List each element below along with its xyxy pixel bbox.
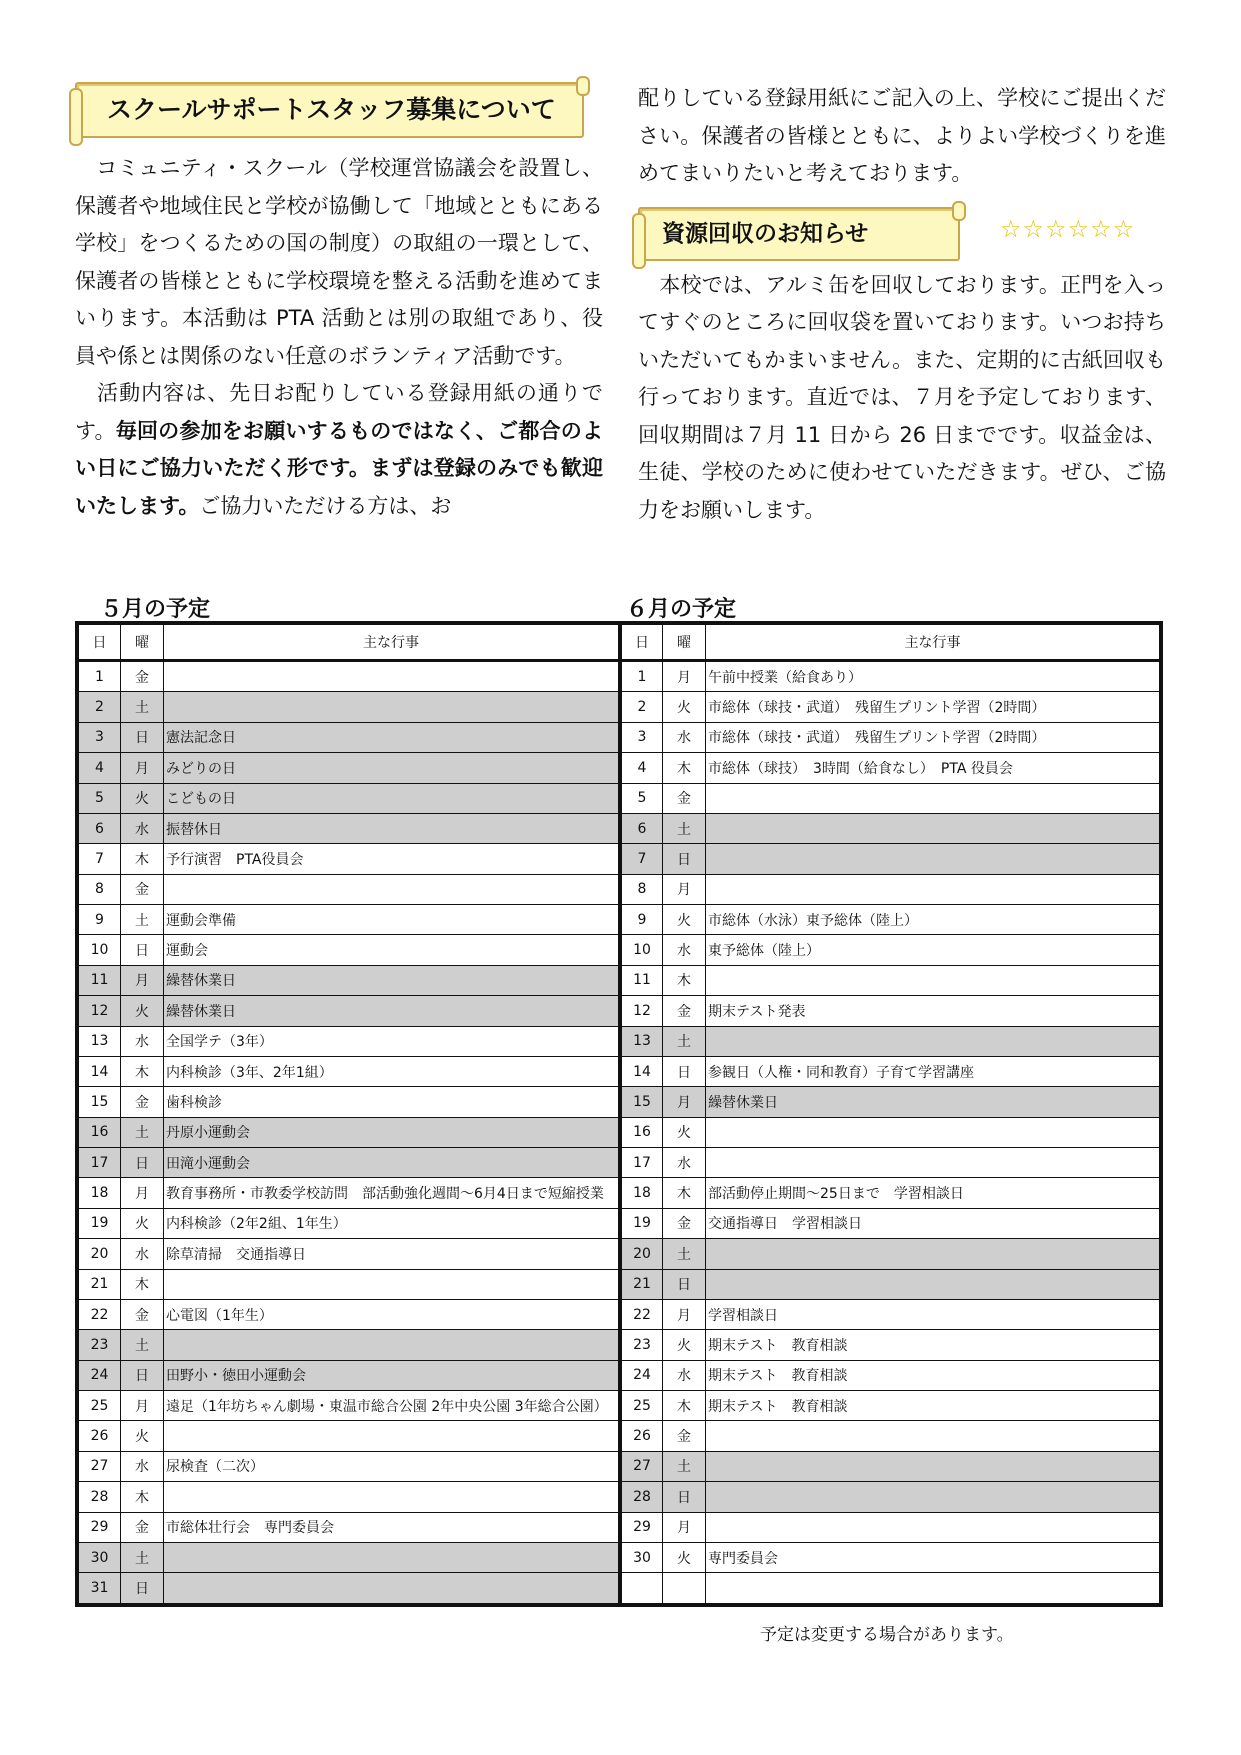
event-cell: 市総体（球技） 3時間（給食なし） PTA 役員会 <box>706 753 1160 783</box>
table-row <box>79 1330 619 1360</box>
stars-decoration: ☆☆☆☆☆☆ <box>1000 214 1136 243</box>
recycling-body: 本校では、アルミ缶を回収しております。正門を入ってすぐのところに回収袋を置いております。いつお持ちいただいてもかまいません。また、定期的に古紙回収も行っております。直近では、７月を予定しております、回収期間は７月 11 日から 26 日までです。収益金は、生徒、学校のために使わせていただきます。ぜひ、ご協力をお願いします。 <box>638 272 1166 522</box>
weekday-cell: 月 <box>663 874 706 904</box>
table-row <box>621 753 1160 783</box>
weekday-cell: 日 <box>663 844 706 874</box>
event-cell <box>164 692 619 722</box>
event-cell: 運動会準備 <box>164 905 619 935</box>
table-row <box>621 1269 1160 1299</box>
day-cell: 10 <box>79 935 121 965</box>
table-row <box>79 692 619 722</box>
weekday-cell: 金 <box>663 1208 706 1238</box>
weekday-header: 曜 <box>121 625 164 661</box>
table-row <box>621 965 1160 995</box>
weekday-cell: 水 <box>663 935 706 965</box>
weekday-cell: 日 <box>121 935 164 965</box>
table-row <box>621 661 1160 692</box>
day-cell: 30 <box>621 1542 663 1572</box>
day-cell: 30 <box>79 1542 121 1572</box>
table-row <box>79 1178 619 1208</box>
day-cell: 3 <box>79 722 121 752</box>
table-row <box>621 813 1160 843</box>
table-row <box>621 1056 1160 1086</box>
weekday-cell: 月 <box>663 1512 706 1542</box>
weekday-cell: 水 <box>121 1026 164 1056</box>
day-cell: 25 <box>621 1391 663 1421</box>
schedule-note: 予定は変更する場合があります。 <box>760 1625 1014 1645</box>
support-staff-paragraph <box>75 150 603 375</box>
day-cell: 29 <box>79 1512 121 1542</box>
table-row <box>621 783 1160 813</box>
day-cell: 16 <box>79 1117 121 1147</box>
event-cell: 全国学テ（3年） <box>164 1026 619 1056</box>
day-cell: 12 <box>79 996 121 1026</box>
event-cell: 遠足（1年坊ちゃん劇場・東温市総合公園 2年中央公園 3年総合公園） <box>164 1391 619 1421</box>
table-row <box>79 1542 619 1572</box>
table-row <box>79 996 619 1026</box>
weekday-cell: 土 <box>121 1117 164 1147</box>
table-row <box>79 1482 619 1512</box>
weekday-cell: 火 <box>663 1117 706 1147</box>
event-cell: 東予総体（陸上） <box>706 935 1160 965</box>
weekday-cell: 火 <box>663 692 706 722</box>
event-cell <box>706 783 1160 813</box>
day-cell: 24 <box>79 1360 121 1390</box>
june-schedule-table <box>619 624 1160 1604</box>
table-row <box>79 1573 619 1604</box>
weekday-cell: 水 <box>663 722 706 752</box>
weekday-cell: 火 <box>121 996 164 1026</box>
weekday-cell: 土 <box>121 905 164 935</box>
day-cell: 18 <box>621 1178 663 1208</box>
table-row <box>621 1026 1160 1056</box>
event-cell <box>706 874 1160 904</box>
table-row <box>79 1239 619 1269</box>
day-cell: 2 <box>621 692 663 722</box>
weekday-cell: 日 <box>663 1482 706 1512</box>
day-cell: 21 <box>621 1269 663 1299</box>
weekday-cell: 水 <box>121 1239 164 1269</box>
day-cell: 22 <box>79 1299 121 1329</box>
weekday-header: 曜 <box>663 625 706 661</box>
right-column <box>638 82 1166 529</box>
weekday-cell: 木 <box>663 1178 706 1208</box>
event-cell: 学習相談日 <box>706 1299 1160 1329</box>
weekday-cell: 日 <box>663 1056 706 1086</box>
weekday-cell: 月 <box>663 1299 706 1329</box>
event-cell: 繰替休業日 <box>706 1087 1160 1117</box>
table-row <box>79 965 619 995</box>
weekday-cell: 土 <box>663 1026 706 1056</box>
event-cell <box>164 1330 619 1360</box>
june-schedule-heading: ６月の予定 <box>626 597 737 622</box>
event-cell: 繰替休業日 <box>164 996 619 1026</box>
event-cell: 田滝小運動会 <box>164 1148 619 1178</box>
day-cell: 28 <box>621 1482 663 1512</box>
day-cell: 10 <box>621 935 663 965</box>
schedule-tables <box>75 621 1163 1607</box>
event-cell: 期末テスト 教育相談 <box>706 1360 1160 1390</box>
table-row <box>621 1148 1160 1178</box>
event-cell <box>706 1269 1160 1299</box>
weekday-cell: 火 <box>663 1542 706 1572</box>
support-staff-paragraph <box>75 375 603 525</box>
may-schedule-table <box>78 624 619 1604</box>
table-row <box>621 1542 1160 1572</box>
day-cell: 24 <box>621 1360 663 1390</box>
table-row <box>79 874 619 904</box>
event-cell <box>706 844 1160 874</box>
table-row <box>79 1026 619 1056</box>
body-text: 活動内容は、先日お配りしている登録用紙の通りです。 <box>75 381 603 443</box>
table-row <box>79 722 619 752</box>
table-row <box>79 1269 619 1299</box>
weekday-cell: 金 <box>121 1512 164 1542</box>
event-cell <box>164 661 619 692</box>
weekday-cell: 月 <box>121 1178 164 1208</box>
table-row <box>79 1391 619 1421</box>
weekday-cell: 火 <box>121 783 164 813</box>
table-row <box>79 813 619 843</box>
table-row <box>621 1087 1160 1117</box>
table-row <box>621 692 1160 722</box>
day-cell: 15 <box>79 1087 121 1117</box>
event-cell: 予行演習 PTA役員会 <box>164 844 619 874</box>
table-row <box>79 1087 619 1117</box>
weekday-cell: 月 <box>663 661 706 692</box>
day-cell: 29 <box>621 1512 663 1542</box>
table-row <box>621 722 1160 752</box>
weekday-cell: 日 <box>121 722 164 752</box>
day-cell: 9 <box>621 905 663 935</box>
event-cell: 市総体壮行会 専門委員会 <box>164 1512 619 1542</box>
day-cell: 14 <box>621 1056 663 1086</box>
table-row <box>621 996 1160 1026</box>
day-cell: 16 <box>621 1117 663 1147</box>
table-row <box>621 1391 1160 1421</box>
table-row <box>79 783 619 813</box>
event-cell <box>164 1542 619 1572</box>
day-cell: 3 <box>621 722 663 752</box>
table-row <box>79 753 619 783</box>
table-row <box>621 935 1160 965</box>
day-cell: 19 <box>621 1208 663 1238</box>
event-cell: 尿検査（二次） <box>164 1451 619 1481</box>
weekday-cell: 土 <box>121 1542 164 1572</box>
table-row <box>79 1512 619 1542</box>
table-row <box>621 1482 1160 1512</box>
table-row <box>621 905 1160 935</box>
weekday-cell: 火 <box>663 905 706 935</box>
event-cell: 市総体（球技・武道） 残留生プリント学習（2時間） <box>706 692 1160 722</box>
weekday-cell: 土 <box>663 813 706 843</box>
weekday-cell: 日 <box>121 1573 164 1604</box>
event-cell <box>706 1451 1160 1481</box>
day-cell: 18 <box>79 1178 121 1208</box>
day-header: 日 <box>79 625 121 661</box>
weekday-cell: 水 <box>663 1148 706 1178</box>
weekday-cell: 木 <box>121 1056 164 1086</box>
table-row <box>621 1451 1160 1481</box>
day-cell: 28 <box>79 1482 121 1512</box>
day-cell: 1 <box>79 661 121 692</box>
day-cell: 20 <box>621 1239 663 1269</box>
day-cell: 23 <box>621 1330 663 1360</box>
support-staff-body <box>75 150 603 525</box>
weekday-cell: 月 <box>663 1087 706 1117</box>
event-cell <box>164 1269 619 1299</box>
event-header: 主な行事 <box>706 625 1160 661</box>
event-cell <box>706 1148 1160 1178</box>
event-cell: 専門委員会 <box>706 1542 1160 1572</box>
table-row <box>621 874 1160 904</box>
weekday-cell: 金 <box>663 996 706 1026</box>
table-row <box>79 1208 619 1238</box>
table-row <box>79 905 619 935</box>
day-cell: 17 <box>621 1148 663 1178</box>
weekday-cell: 月 <box>121 1391 164 1421</box>
event-cell: 運動会 <box>164 935 619 965</box>
weekday-cell: 日 <box>663 1269 706 1299</box>
day-cell: 5 <box>621 783 663 813</box>
weekday-cell: 金 <box>663 1421 706 1451</box>
event-cell <box>164 874 619 904</box>
event-cell: 市総体（球技・武道） 残留生プリント学習（2時間） <box>706 722 1160 752</box>
event-cell <box>706 1117 1160 1147</box>
weekday-cell: 木 <box>121 1269 164 1299</box>
table-row <box>621 1299 1160 1329</box>
event-cell <box>164 1421 619 1451</box>
event-cell <box>706 1482 1160 1512</box>
weekday-cell: 日 <box>121 1148 164 1178</box>
table-row <box>79 844 619 874</box>
day-cell: 4 <box>621 753 663 783</box>
event-cell: 交通指導日 学習相談日 <box>706 1208 1160 1238</box>
event-cell: 午前中授業（給食あり） <box>706 661 1160 692</box>
day-cell: 11 <box>621 965 663 995</box>
event-cell: 丹原小運動会 <box>164 1117 619 1147</box>
day-cell: 5 <box>79 783 121 813</box>
event-cell: みどりの日 <box>164 753 619 783</box>
table-row <box>79 661 619 692</box>
day-cell: 1 <box>621 661 663 692</box>
day-cell: 7 <box>621 844 663 874</box>
event-cell: 憲法記念日 <box>164 722 619 752</box>
recycling-title: 資源回収のお知らせ <box>662 220 869 247</box>
weekday-cell: 木 <box>663 1391 706 1421</box>
table-row <box>621 1208 1160 1238</box>
event-cell: 歯科検診 <box>164 1087 619 1117</box>
event-cell: 市総体（水泳）東予総体（陸上） <box>706 905 1160 935</box>
table-row <box>621 1512 1160 1542</box>
table-row <box>79 1299 619 1329</box>
day-cell: 6 <box>79 813 121 843</box>
weekday-cell: 金 <box>663 783 706 813</box>
event-cell <box>706 1239 1160 1269</box>
event-cell: 心電図（1年生） <box>164 1299 619 1329</box>
weekday-cell: 金 <box>121 874 164 904</box>
day-cell: 31 <box>79 1573 121 1604</box>
table-row <box>79 1451 619 1481</box>
day-cell: 17 <box>79 1148 121 1178</box>
event-cell: 期末テスト 教育相談 <box>706 1330 1160 1360</box>
day-cell: 8 <box>79 874 121 904</box>
day-cell: 23 <box>79 1330 121 1360</box>
day-cell: 21 <box>79 1269 121 1299</box>
table-row <box>79 935 619 965</box>
table-row <box>79 1421 619 1451</box>
event-cell <box>164 1482 619 1512</box>
weekday-cell: 土 <box>663 1451 706 1481</box>
table-row <box>621 1330 1160 1360</box>
weekday-cell: 金 <box>121 1087 164 1117</box>
event-cell <box>706 1421 1160 1451</box>
event-cell: こどもの日 <box>164 783 619 813</box>
table-row <box>79 1148 619 1178</box>
weekday-cell: 火 <box>121 1208 164 1238</box>
event-cell: 内科検診（3年、2年1組） <box>164 1056 619 1086</box>
weekday-cell: 土 <box>663 1239 706 1269</box>
table-row <box>621 1573 1160 1604</box>
left-column <box>75 82 603 525</box>
support-staff-continuation: 配りしている登録用紙にご記入の上、学校にご提出ください。保護者の皆様とともに、よりよい学校づくりを進めてまいりたいと考えております。 <box>638 86 1166 185</box>
day-cell: 2 <box>79 692 121 722</box>
table-row <box>79 1360 619 1390</box>
body-text: コミュニティ・スクール（学校運営協議会を設置し、保護者や地域住民と学校が協働して「地域とともにある学校」をつくるための国の制度）の取組の一環として、保護者の皆様とともに学校環境を整える活動を進めてまいります。本活動は PTA 活動とは別の取組であり、役員や係とは関係のない任意のボランティア活動です。 <box>75 156 603 368</box>
day-cell: 6 <box>621 813 663 843</box>
event-cell <box>706 1573 1160 1604</box>
weekday-cell: 水 <box>663 1360 706 1390</box>
day-cell: 20 <box>79 1239 121 1269</box>
weekday-cell: 木 <box>663 965 706 995</box>
recycling-title-banner <box>638 207 960 261</box>
support-staff-title: スクールサポートスタッフ募集について <box>107 95 556 124</box>
day-cell: 4 <box>79 753 121 783</box>
weekday-cell: 土 <box>121 1330 164 1360</box>
day-cell: 27 <box>621 1451 663 1481</box>
weekday-cell: 金 <box>121 1299 164 1329</box>
event-cell <box>706 1026 1160 1056</box>
event-cell: 田野小・徳田小運動会 <box>164 1360 619 1390</box>
bold-text: 毎回の参加をお願いするものではなく、ご都合のよい日にご協力いただく形です。まずは登録のみでも歓迎いたします。 <box>75 418 603 518</box>
weekday-cell: 木 <box>121 1482 164 1512</box>
day-cell: 7 <box>79 844 121 874</box>
support-staff-title-banner <box>75 82 584 138</box>
event-cell <box>706 1512 1160 1542</box>
table-row <box>79 1056 619 1086</box>
day-cell: 19 <box>79 1208 121 1238</box>
day-cell: 9 <box>79 905 121 935</box>
event-cell: 振替休日 <box>164 813 619 843</box>
event-header: 主な行事 <box>164 625 619 661</box>
may-schedule-heading: ５月の予定 <box>100 597 211 622</box>
day-cell: 13 <box>79 1026 121 1056</box>
event-cell: 期末テスト発表 <box>706 996 1160 1026</box>
weekday-cell: 火 <box>663 1330 706 1360</box>
weekday-cell: 月 <box>121 753 164 783</box>
event-cell: 教育事務所・市教委学校訪問 部活動強化週間～6月4日まで短縮授業 <box>164 1178 619 1208</box>
event-cell <box>706 965 1160 995</box>
day-cell: 27 <box>79 1451 121 1481</box>
day-cell <box>621 1573 663 1604</box>
event-cell <box>164 1573 619 1604</box>
weekday-cell <box>663 1573 706 1604</box>
table-row <box>621 1239 1160 1269</box>
weekday-cell: 金 <box>121 661 164 692</box>
day-header: 日 <box>621 625 663 661</box>
day-cell: 22 <box>621 1299 663 1329</box>
day-cell: 12 <box>621 996 663 1026</box>
event-cell: 期末テスト 教育相談 <box>706 1391 1160 1421</box>
event-cell: 参観日（人権・同和教育）子育て学習講座 <box>706 1056 1160 1086</box>
day-cell: 26 <box>79 1421 121 1451</box>
day-cell: 13 <box>621 1026 663 1056</box>
weekday-cell: 月 <box>121 965 164 995</box>
event-cell: 内科検診（2年2組、1年生） <box>164 1208 619 1238</box>
day-cell: 25 <box>79 1391 121 1421</box>
weekday-cell: 水 <box>121 813 164 843</box>
table-row <box>621 1360 1160 1390</box>
body-text: ご協力いただける方は、お <box>199 493 452 518</box>
event-cell <box>706 813 1160 843</box>
event-cell: 除草清掃 交通指導日 <box>164 1239 619 1269</box>
event-cell: 繰替休業日 <box>164 965 619 995</box>
table-row <box>79 1117 619 1147</box>
event-cell: 部活動停止期間～25日まで 学習相談日 <box>706 1178 1160 1208</box>
table-row <box>621 1178 1160 1208</box>
day-cell: 26 <box>621 1421 663 1451</box>
weekday-cell: 木 <box>663 753 706 783</box>
weekday-cell: 火 <box>121 1421 164 1451</box>
day-cell: 15 <box>621 1087 663 1117</box>
day-cell: 11 <box>79 965 121 995</box>
day-cell: 14 <box>79 1056 121 1086</box>
weekday-cell: 日 <box>121 1360 164 1390</box>
weekday-cell: 水 <box>121 1451 164 1481</box>
weekday-cell: 土 <box>121 692 164 722</box>
weekday-cell: 木 <box>121 844 164 874</box>
day-cell: 8 <box>621 874 663 904</box>
table-row <box>621 1421 1160 1451</box>
table-row <box>621 1117 1160 1147</box>
table-row <box>621 844 1160 874</box>
